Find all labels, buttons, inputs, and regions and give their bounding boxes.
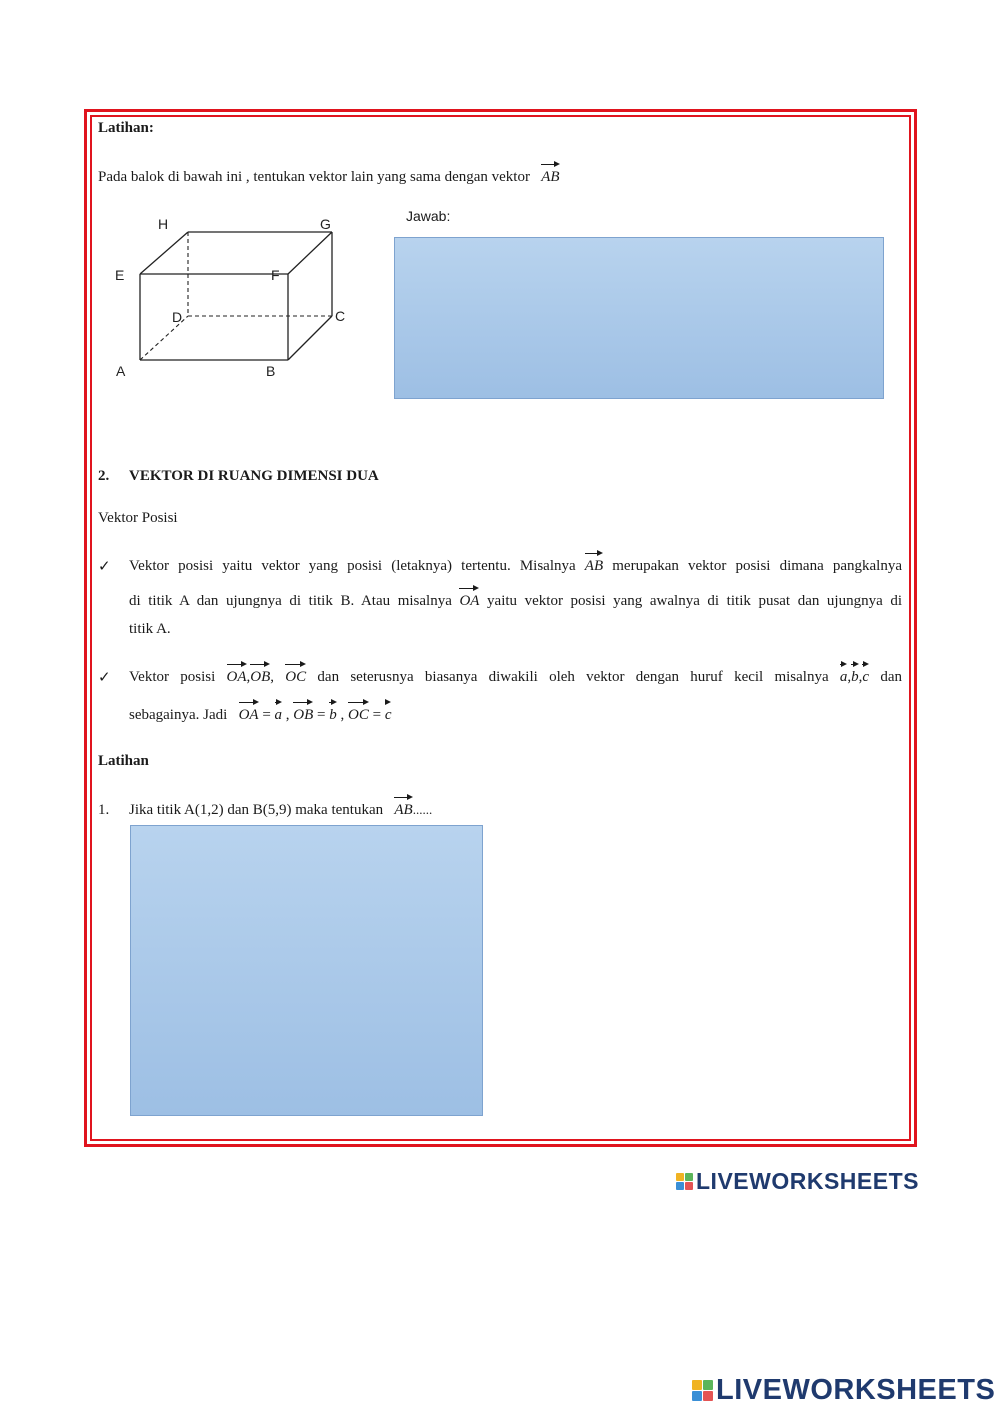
edge-fg: [288, 232, 332, 274]
bullet-1-line-1: Vektor posisi yaitu vektor yang posisi (letaknya) tertentu. Misalnya AB merupakan vektor posisi dimana pangkalnya: [129, 558, 903, 574]
vector-ab-inline: AB: [584, 558, 604, 574]
latihan-heading: Latihan:: [98, 120, 154, 136]
latihan-heading-2: Latihan: [98, 753, 149, 769]
label-c: C: [335, 308, 346, 324]
answer-box-2[interactable]: [130, 825, 483, 1116]
bullet-1-line-3: titik A.: [129, 621, 171, 637]
bullet-1-line-2: di titik A dan ujungnya di titik B. Atau misalnya OA yaitu vektor posisi yang awalnya di titik pusat dan ujungnya di: [129, 593, 903, 609]
bullet-2-line-1: Vektor posisi OA,OB, OC dan seterusnya biasanya diwakili oleh vektor dengan huruf kecil misalnya a,b,c dan: [129, 669, 903, 685]
edge-bc: [288, 316, 332, 360]
bullet-2-line-2: sebagainya. Jadi OA = a , OB = b , OC = c: [129, 707, 392, 723]
question-1-prefix: Pada balok di bawah ini , tentukan vektor lain yang sama dengan vektor: [98, 169, 530, 185]
question-1-text: [98, 168, 560, 186]
checkmark-icon: ✓: [98, 557, 111, 575]
vector-ab: AB: [541, 169, 560, 185]
label-e: E: [115, 267, 125, 283]
label-g: G: [320, 216, 331, 232]
vector-ab-exercise: AB: [394, 802, 413, 818]
checkmark-icon: ✓: [98, 668, 111, 686]
cuboid-diagram: [108, 205, 358, 385]
vektor-posisi-subheading: Vektor Posisi: [98, 510, 178, 526]
section-2-heading: VEKTOR DI RUANG DIMENSI DUA: [129, 468, 379, 484]
answer-box-1[interactable]: [394, 237, 884, 399]
liveworksheets-logo-footer: LIVEWORKSHEETS: [692, 1374, 995, 1407]
label-f: F: [271, 267, 280, 283]
label-a: A: [116, 363, 126, 379]
edge-eh: [140, 232, 188, 274]
jawab-label: Jawab:: [406, 208, 451, 224]
label-b: B: [266, 363, 276, 379]
section-2-number: 2.: [98, 468, 110, 484]
vector-oa-inline: OA: [459, 593, 480, 609]
exercise-1-number: 1.: [98, 802, 110, 818]
liveworksheets-logo: LIVEWORKSHEETS: [676, 1168, 919, 1195]
label-d: D: [172, 309, 183, 325]
exercise-1-question: Jika titik A(1,2) dan B(5,9) maka tentukan AB......: [129, 802, 433, 818]
liveworksheets-icon: [692, 1380, 713, 1401]
liveworksheets-icon: [676, 1173, 693, 1190]
label-h: H: [158, 216, 169, 232]
